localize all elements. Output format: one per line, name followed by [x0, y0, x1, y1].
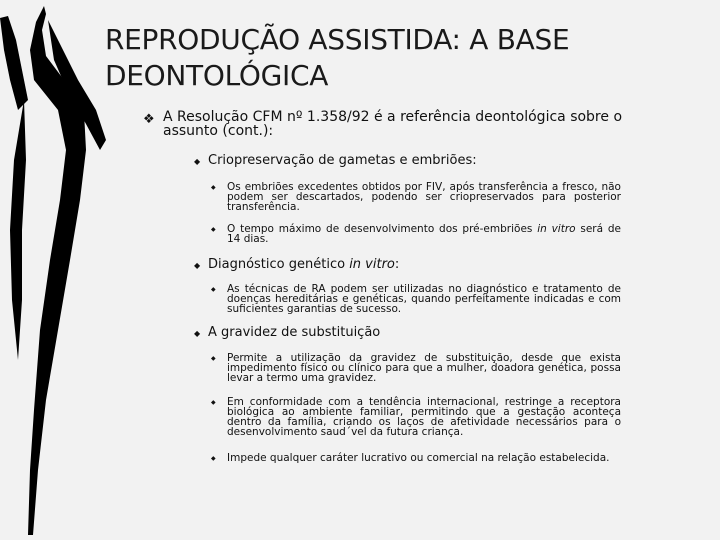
list-item: ◆ As técnicas de RA podem ser utilizadas no diagnóstico e tratamento de doenças hereditárias e genéticas, quando perfeitamente indicadas e com suficientes garantias de sucesso.	[211, 283, 621, 315]
diamond-icon: ◆	[194, 261, 201, 270]
diamond-icon: ◆	[194, 329, 201, 338]
main-point-text: A Resolução CFM nº 1.358/92 é a referência deontológica sobre o assunto (cont.):	[163, 109, 623, 139]
main-point	[143, 109, 633, 139]
diamond-icon: ◆	[194, 157, 201, 166]
diamond-cluster-icon: ❖	[143, 112, 155, 127]
diamond-icon: ◆	[211, 226, 216, 233]
slide-title: REPRODUÇÃO ASSISTIDA: A BASE DEONTOLÓGICA	[105, 23, 570, 92]
list-item: ◆ O tempo máximo de desenvolvimento dos pré-embriões in vitro será de 14 dias.	[211, 223, 621, 245]
list-item: ◆ Impede qualquer caráter lucrativo ou comercial na relação estabelecida.	[211, 452, 610, 464]
list-item: ◆ Os embriões excedentes obtidos por FIV, após transferência a fresco, não podem ser descartados, podendo ser criopreservados para posterior transferência.	[211, 181, 621, 213]
diamond-icon: ◆	[211, 355, 216, 362]
section-heading-genetic-diagnosis: ◆ Diagnóstico genético in vitro:	[194, 257, 400, 272]
list-item: ◆ Permite a utilização da gravidez de substituição, desde que exista impedimento físico ou clínico para que a mulher, doadora genética, possa levar a termo uma gravidez.	[211, 352, 621, 384]
section-heading-surrogacy: ◆ A gravidez de substituição	[194, 325, 381, 340]
diamond-icon: ◆	[211, 184, 216, 191]
list-item: ◆ Em conformidade com a tendência internacional, restringe a receptora biológica ao ambiente familiar, permitindo que a gestação aconteça dentro da família, criando os laços de afetividade necessários para o desenvolvimento saud´vel da futura criança.	[211, 396, 621, 438]
diamond-icon: ◆	[211, 399, 216, 406]
diamond-icon: ◆	[211, 286, 216, 293]
section-heading-cryopreservation: ◆ Criopreservação de gametas e embriões:	[194, 153, 477, 168]
diamond-icon: ◆	[211, 455, 216, 462]
